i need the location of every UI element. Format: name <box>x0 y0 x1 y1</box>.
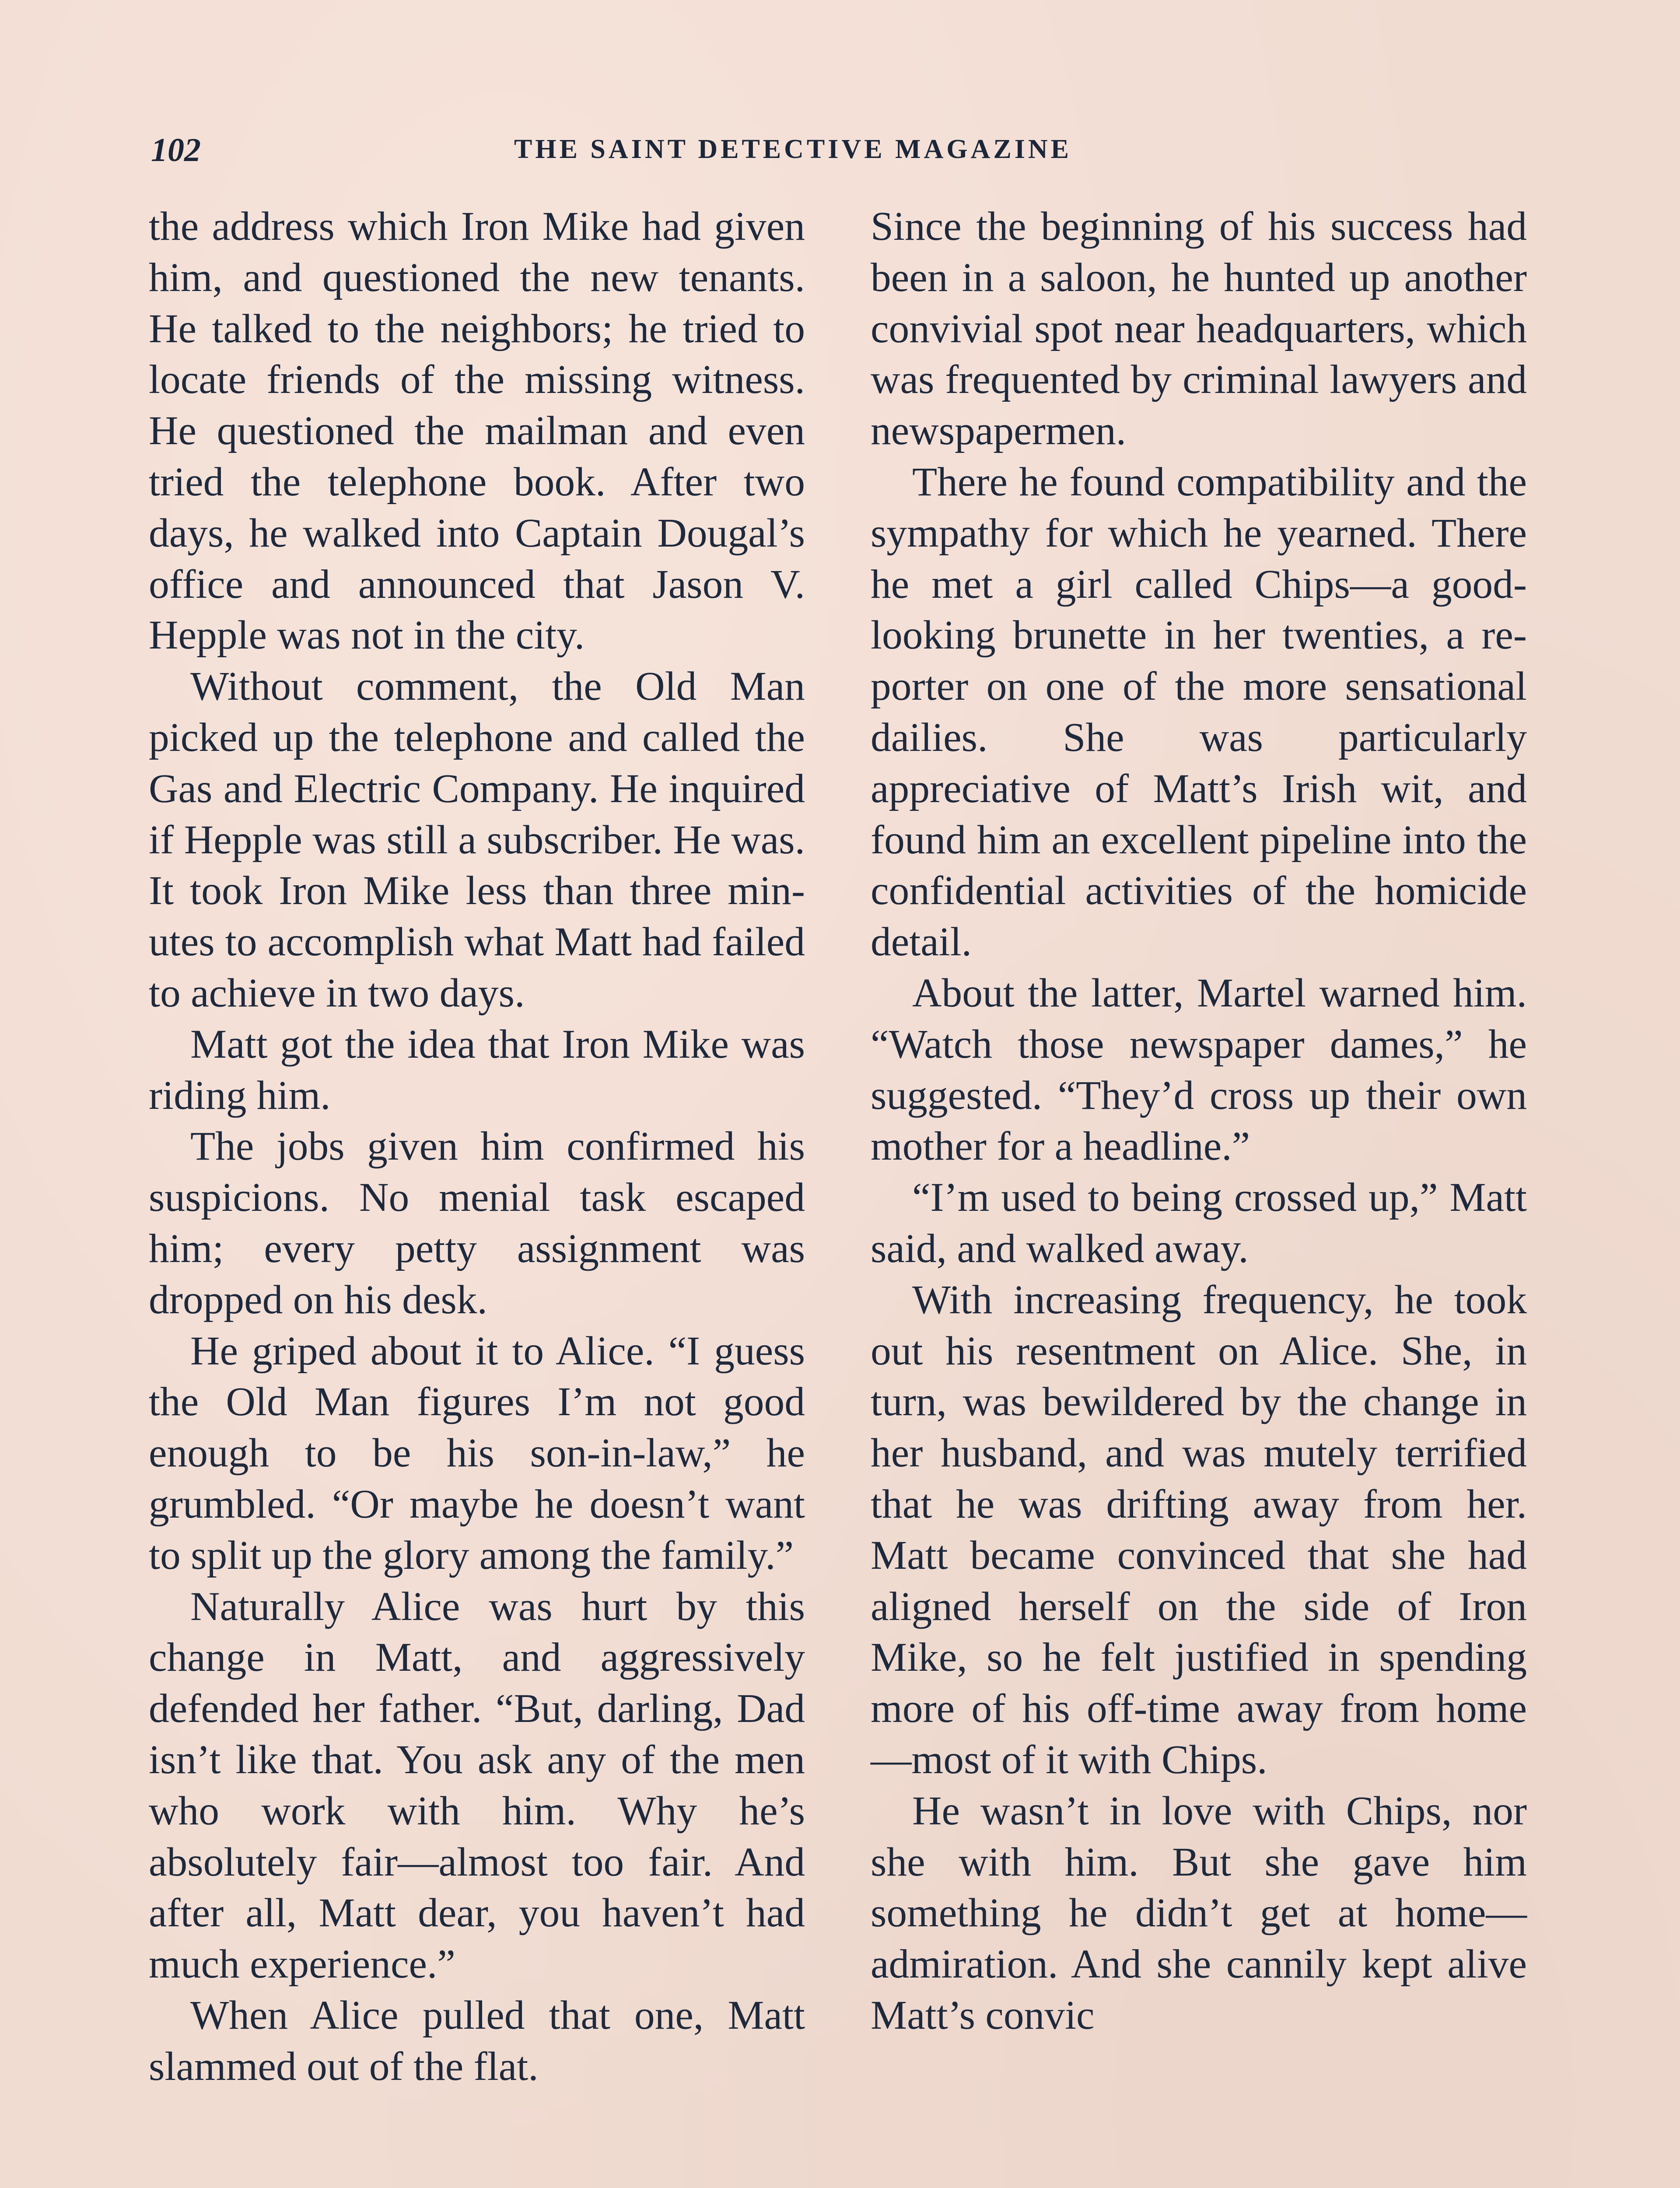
paragraph: When Alice pulled that one, Matt slammed out of the flat. <box>149 1992 805 2089</box>
paragraph: With increasing frequency, he took out his resentment on Alice. She, in turn, was bewildered by the change in her husband, and was mutely terrified that he was drifting away from her. Matt became convinced that she had aligned herself on the side of Iron Mike, so he felt justified in spending more of his off-time away from home—most of it with Chips. <box>871 1277 1527 1782</box>
paragraph: Since the beginning of his success had been in a saloon, he hunted up another convivial spot near headquarters, which was frequented by criminal lawyers and newspapermen. <box>871 204 1527 454</box>
page-number: 102 <box>151 132 201 168</box>
magazine-title: THE SAINT DETECTIVE MAGAZINE <box>514 134 1072 164</box>
paragraph: He wasn’t in love with Chips, nor she with him. But she gave him something he didn’t get at home—admiration. And she cannily kept alive Matt’s convic <box>871 1788 1527 2038</box>
right-column <box>871 201 1527 2041</box>
running-head <box>151 131 1533 179</box>
paragraph: the address which Iron Mike had given him, and questioned the new tenants. He talked to the neighbors; he tried to locate friends of the missing witness. He questioned the mailman and even tried the telephone book. After two days, he walked into Captain Dougal’s office and announced that Jason V. Hepple was not in the city. <box>149 204 805 658</box>
paragraph: About the latter, Martel warned him. “Watch those newspaper dames,” he suggested. “They’d cross up their own mother for a headline.” <box>871 970 1527 1169</box>
paragraph: “I’m used to being crossed up,” Matt said, and walked away. <box>871 1175 1527 1271</box>
paragraph: The jobs given him confirmed his suspicions. No menial task escaped him; every petty assignment was dropped on his desk. <box>149 1124 805 1322</box>
left-column <box>149 201 805 2092</box>
paragraph: Without comment, the Old Man picked up the telephone and called the Gas and Electric Company. He inquired if Hepple was still a subscriber. He was. It took Iron Mike less than three minutes to accomplish what Matt had failed to achieve in two days. <box>149 664 805 1016</box>
paragraph: He griped about it to Alice. “I guess the Old Man figures I’m not good enough to be his son-in-law,” he grumbled. “Or maybe he doesn’t want to split up the glory among the family.” <box>149 1328 805 1578</box>
paragraph: Matt got the idea that Iron Mike was riding him. <box>149 1021 805 1118</box>
paragraph: There he found compatibility and the sympathy for which he yearned. There he met a girl called Chips—a good-looking brunette in her twenties, a reporter on one of the more sensational dailies. She was particularly appreciative of Matt’s Irish wit, and found him an excellent pipeline into the confidential activities of the homicide detail. <box>871 459 1527 965</box>
paragraph: Naturally Alice was hurt by this change in Matt, and aggressively defended her father. “But, darling, Dad isn’t like that. You ask any of the men who work with him. Why he’s absolutely fair—almost too fair. And after all, Matt dear, you haven’t had much experience.” <box>149 1584 805 1987</box>
